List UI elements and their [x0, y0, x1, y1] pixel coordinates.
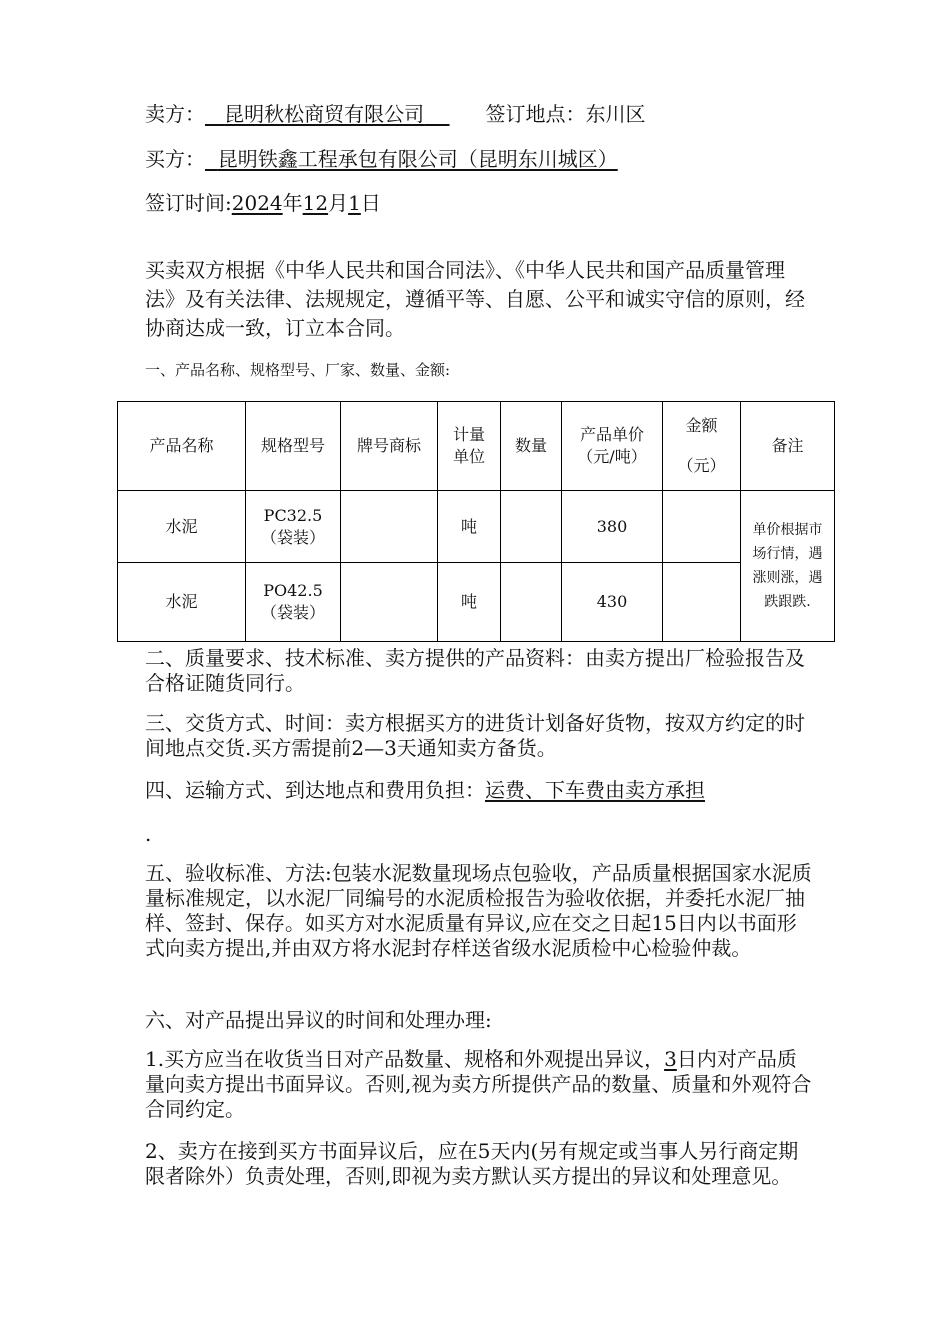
th-amount: 金额 （元）: [663, 402, 741, 491]
product-table: [117, 401, 835, 642]
cell-price: 380: [562, 491, 663, 563]
seller-line: [145, 102, 646, 126]
th-spec: 规格型号: [246, 402, 341, 491]
year-char: 年: [282, 191, 303, 215]
date-label: 签订时间:: [145, 191, 232, 215]
buyer-line: [145, 147, 618, 171]
date-month: 12: [302, 191, 329, 215]
cell-amount: [663, 491, 741, 563]
table-row: [118, 491, 835, 563]
date-year: 2024: [231, 191, 283, 215]
cell-name: 水泥: [118, 563, 246, 642]
th-unit: 计量 单位: [438, 402, 501, 491]
place-label: 签订地点：: [485, 102, 586, 126]
place-value: 东川区: [585, 102, 646, 126]
buyer-label: 买方：: [145, 147, 205, 171]
th-remark: 备注: [741, 402, 835, 491]
day-char: 日: [360, 191, 381, 215]
date-line: [145, 191, 381, 215]
cell-brand: [341, 491, 438, 563]
section4-dot: .: [145, 822, 152, 846]
intro-text: 买卖双方根据《中华人民共和国合同法》、《中华人民共和国产品质量管理法》及有关法律、法规规定，遵循平等、自愿、公平和诚实守信的原则，经协商达成一致，订立本合同。: [145, 258, 805, 340]
cell-qty: [501, 491, 562, 563]
month-char: 月: [328, 191, 349, 215]
cell-name: 水泥: [118, 491, 246, 563]
cell-spec: PC32.5 （袋装）: [246, 491, 341, 563]
item1-days: 3: [664, 1047, 677, 1071]
cell-amount: [663, 563, 741, 642]
seller-label: 卖方：: [145, 102, 205, 126]
section6-title: 六、对产品提出异议的时间和处理办理:: [145, 1008, 492, 1032]
date-day: 1: [348, 191, 361, 215]
th-brand: 牌号商标: [341, 402, 438, 491]
seller-name: 昆明秋松商贸有限公司: [224, 102, 425, 126]
cell-price: 430: [562, 563, 663, 642]
section5: 五、验收标准、方法:包装水泥数量现场点包验收，产品质量根据国家水泥质量标准规定，以水泥厂同编号的水泥质检报告为验收依据，并委托水泥厂抽样、签封、保存。如买方对水泥质量有异议,应在交之日起15日内以书面形式向卖方提出,并由双方将水泥封存样送省级水泥质检中心检验仲裁。: [145, 861, 812, 960]
section4: [145, 778, 705, 802]
section1-title: 一、产品名称、规格型号、厂家、数量、金额:: [145, 361, 451, 379]
th-name: 产品名称: [118, 402, 246, 491]
section6-item2: 2、卖方在接到买方书面异议后，应在5天内(另有规定或当事人另行商定期限者除外）负责处理，否则,即视为卖方默认买方提出的异议和处理意见。: [145, 1139, 799, 1188]
cell-remark: 单价根据市场行情，遇涨则涨，遇跌跟跌.: [741, 491, 835, 642]
section4-label: 四、运输方式、到达地点和费用负担：: [145, 778, 485, 802]
section4-value: 运费、下车费由卖方承担: [485, 778, 705, 802]
cell-qty: [501, 563, 562, 642]
table-row: [118, 563, 835, 642]
section3: 三、交货方式、时间：卖方根据买方的进货计划备好货物，按双方约定的时间地点交货.买方需提前2—3天通知卖方备货。: [145, 711, 805, 760]
cell-spec: PO42.5 （袋装）: [246, 563, 341, 642]
section6-item1: 1.买方应当在收货当日对产品数量、规格和外观提出异议，3日内对产品质量向卖方提出书面异议。否则,视为卖方所提供产品的数量、质量和外观符合合同约定。: [145, 1047, 812, 1121]
cell-unit: 吨: [438, 491, 501, 563]
intro-paragraph: [145, 256, 810, 343]
cell-brand: [341, 563, 438, 642]
table-header-row: [118, 402, 835, 491]
cell-unit: 吨: [438, 563, 501, 642]
th-qty: 数量: [501, 402, 562, 491]
section2: 二、质量要求、技术标准、卖方提供的产品资料：由卖方提出厂检验报告及合格证随货同行。: [145, 646, 805, 695]
th-price: 产品单价 （元/吨）: [562, 402, 663, 491]
buyer-name: 昆明铁鑫工程承包有限公司（昆明东川城区）: [217, 147, 618, 171]
